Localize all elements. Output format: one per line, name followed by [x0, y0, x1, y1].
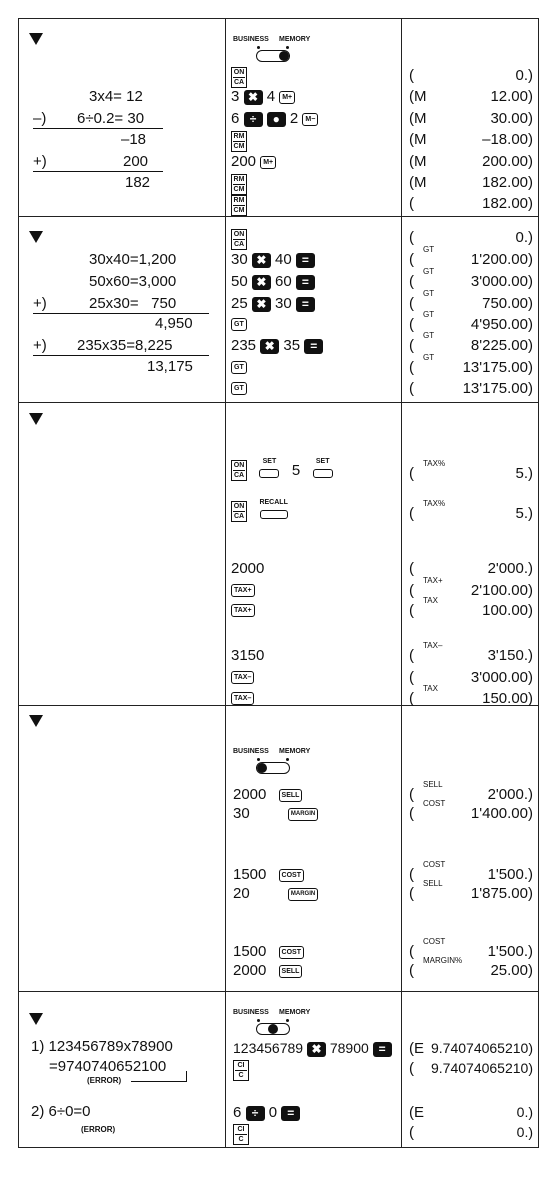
key-entry: 3150: [231, 647, 265, 664]
display-row: [409, 1040, 533, 1060]
display-value: 1'200.00): [470, 251, 533, 268]
switch-dot: [257, 758, 260, 761]
display-indicator: GT: [423, 245, 435, 254]
display-paren: (E: [409, 1104, 424, 1121]
operator: –): [33, 110, 47, 127]
set-key[interactable]: [259, 469, 279, 478]
switch-dot: [257, 1019, 260, 1022]
display-indicator: TAX%: [423, 499, 446, 508]
display-row: [409, 380, 533, 400]
ci-c-key[interactable]: $\frac{CI}{C}$: [233, 1124, 249, 1145]
display-indicator: COST: [423, 799, 446, 808]
cost-key[interactable]: COST: [279, 946, 304, 959]
key-sequence: 2000 SELL: [233, 962, 302, 979]
tax-plus-key[interactable]: TAX+: [231, 604, 255, 617]
display-indicator: SELL: [423, 879, 443, 888]
multiply-key[interactable]: ✖: [252, 253, 271, 268]
column-divider-2: [401, 19, 402, 1147]
calc-line: 200: [123, 153, 149, 170]
equals-key[interactable]: =: [296, 275, 315, 290]
decimal-key[interactable]: ●: [267, 112, 286, 127]
operator: +): [33, 295, 47, 312]
display-value: 182.00): [482, 195, 533, 212]
m-plus-key[interactable]: M+: [279, 91, 295, 104]
set-key[interactable]: [313, 469, 333, 478]
equals-key[interactable]: =: [296, 253, 315, 268]
key-sequence: 6 ÷ ● 2 M−: [231, 110, 318, 127]
display-value: 3'150.): [487, 647, 533, 664]
key-sequence: 123456789 ✖ 78900 =: [233, 1040, 392, 1057]
display-paren: (: [409, 669, 414, 686]
display-paren: (: [409, 786, 414, 803]
rm-cm-key[interactable]: $\frac{RM}{CM}$: [231, 131, 247, 152]
display-value: 9.74074065210): [431, 1060, 533, 1076]
gt-key[interactable]: GT: [231, 382, 247, 395]
tax-minus-key[interactable]: TAX–: [231, 692, 254, 705]
display-indicator: TAX+: [423, 576, 443, 585]
display-row: [409, 459, 533, 485]
key-sequence: 200 M+: [231, 153, 276, 170]
equals-key[interactable]: =: [296, 297, 315, 312]
display-value: –18.00): [482, 131, 533, 148]
switch-label-business: BUSINESS: [233, 36, 269, 43]
calc-result: 4,950: [155, 315, 193, 332]
display-paren: (: [409, 337, 414, 354]
key-sequence: 2000 SELL: [233, 786, 302, 803]
display-paren: (M: [409, 88, 427, 105]
display-row: [409, 131, 533, 151]
switch-dot: [286, 46, 289, 49]
display-indicator: TAX%: [423, 459, 446, 468]
multiply-key[interactable]: ✖: [260, 339, 279, 354]
key-sequence: 50 ✖ 60 =: [231, 273, 315, 290]
switch-dot: [286, 758, 289, 761]
error-pointer: [131, 1081, 187, 1082]
on-ca-key[interactable]: $\frac{ON}{CA}$: [231, 460, 247, 481]
set-key-label: SET: [262, 458, 277, 465]
display-paren: (: [409, 229, 414, 246]
key-sequence: 6 ÷ 0 =: [233, 1104, 300, 1121]
switch-label-business: BUSINESS: [233, 1009, 269, 1016]
sum-line: [33, 355, 209, 356]
display-paren: (: [409, 380, 414, 397]
display-value: 100.00): [482, 602, 533, 619]
section-marker-icon: [29, 33, 43, 45]
sell-key[interactable]: SELL: [279, 789, 303, 802]
gt-key[interactable]: GT: [231, 361, 247, 374]
on-ca-key[interactable]: $\frac{ON}{CA}$: [231, 501, 247, 522]
switch-dot: [286, 1019, 289, 1022]
switch-label-business: BUSINESS: [233, 748, 269, 755]
display-paren: (: [409, 1124, 414, 1141]
display-paren: (: [409, 359, 414, 376]
display-row: [409, 1124, 533, 1144]
switch-label-memory: MEMORY: [279, 36, 311, 43]
mode-switch[interactable]: [256, 1023, 290, 1035]
switch-knob-icon: [268, 1024, 278, 1034]
m-plus-key[interactable]: M+: [260, 156, 276, 169]
display-paren: (: [409, 505, 414, 522]
display-paren: (: [409, 195, 414, 212]
display-indicator: MARGIN%: [423, 956, 463, 965]
display-paren: (M: [409, 174, 427, 191]
display-indicator: TAX: [423, 596, 438, 605]
calc-line: 30x40=1,200: [89, 251, 177, 268]
ci-c-key[interactable]: $\frac{CI}{C}$: [233, 1060, 249, 1081]
margin-key[interactable]: MARGIN: [288, 808, 318, 821]
on-ca-key[interactable]: $\frac{ON}{CA}$: [231, 229, 247, 250]
display-paren: (M: [409, 153, 427, 170]
switch-knob-icon: [257, 763, 267, 773]
row-divider-1: [19, 216, 538, 217]
mode-switch[interactable]: [256, 50, 290, 62]
recall-key[interactable]: [260, 510, 288, 519]
gt-key[interactable]: GT: [231, 318, 247, 331]
cost-key[interactable]: COST: [279, 869, 304, 882]
set-key-label: SET: [315, 458, 330, 465]
display-value: 0.): [516, 1104, 533, 1120]
section-marker-icon: [29, 715, 43, 727]
sum-line: [33, 313, 209, 314]
display-paren: (: [409, 67, 414, 84]
display-value: 1'500.): [487, 866, 533, 883]
display-paren: (: [409, 805, 414, 822]
display-value: 1'500.): [487, 943, 533, 960]
display-paren: (: [409, 866, 414, 883]
display-indicator: GT: [423, 289, 435, 298]
error-label: (ERROR): [81, 1125, 116, 1134]
display-paren: (: [409, 465, 414, 482]
display-row: [409, 956, 533, 982]
calc-line: –18: [121, 131, 147, 148]
row-divider-4: [19, 991, 538, 992]
key-sequence: 20 MARGIN: [233, 885, 318, 902]
calc-line: 1) 123456789x78900: [31, 1038, 173, 1055]
display-value: 4'950.00): [470, 316, 533, 333]
display-paren: (: [409, 1060, 414, 1077]
display-value: 2'000.): [487, 786, 533, 803]
tax-plus-key[interactable]: TAX+: [231, 584, 255, 597]
calc-line: 235x35=8,225: [77, 337, 173, 354]
equals-key[interactable]: =: [304, 339, 323, 354]
display-indicator: GT: [423, 331, 435, 340]
calc-line: 3x4= 12: [89, 88, 143, 105]
display-value: 5.): [515, 505, 533, 522]
operator: +): [33, 153, 47, 170]
display-row: [409, 88, 533, 108]
key-sequence: [231, 499, 288, 524]
display-value: 2'000.): [487, 560, 533, 577]
on-ca-key[interactable]: $\frac{ON}{CA}$: [231, 67, 247, 88]
sell-key[interactable]: SELL: [279, 965, 303, 978]
switch-label-memory: MEMORY: [279, 1009, 311, 1016]
sum-line: [33, 171, 163, 172]
display-paren: (: [409, 690, 414, 707]
display-indicator: COST: [423, 937, 446, 946]
display-paren: (E: [409, 1040, 424, 1057]
display-row: [409, 110, 533, 130]
divide-key[interactable]: ÷: [246, 1106, 265, 1121]
row-divider-2: [19, 402, 538, 403]
section-marker-icon: [29, 1013, 43, 1025]
display-row: [409, 799, 533, 825]
calc-line: 6÷0.2= 30: [77, 110, 145, 127]
multiply-key[interactable]: ✖: [252, 297, 271, 312]
display-row: [409, 67, 533, 87]
column-divider-1: [225, 19, 226, 1147]
display-row: [409, 353, 533, 379]
display-value: 13'175.00): [462, 359, 533, 376]
display-paren: (M: [409, 110, 427, 127]
display-value: 8'225.00): [470, 337, 533, 354]
display-value: 182.00): [482, 174, 533, 191]
multiply-key[interactable]: ✖: [307, 1042, 326, 1057]
display-indicator: TAX: [423, 684, 438, 693]
calc-line: 25x30= 750: [89, 295, 177, 312]
multiply-key[interactable]: ✖: [244, 90, 263, 105]
error-label: (ERROR): [87, 1076, 122, 1085]
divide-key[interactable]: ÷: [244, 112, 263, 127]
display-paren: (: [409, 943, 414, 960]
key-sequence: 235 ✖ 35 =: [231, 337, 323, 354]
display-row: [409, 174, 533, 194]
display-value: 12.00): [490, 88, 533, 105]
display-row: [409, 596, 533, 622]
section-marker-icon: [29, 231, 43, 243]
calc-line: =9740740652100: [49, 1058, 167, 1075]
calc-result: 182: [125, 174, 151, 191]
display-value: 30.00): [490, 110, 533, 127]
display-row: [409, 195, 533, 215]
display-row: [409, 499, 533, 525]
display-paren: (: [409, 316, 414, 333]
section-marker-icon: [29, 413, 43, 425]
display-row: [409, 879, 533, 905]
display-value: 2'100.00): [470, 582, 533, 599]
calc-line: 50x60=3,000: [89, 273, 177, 290]
display-value: 0.): [515, 67, 533, 84]
display-value: 0.): [516, 1124, 533, 1140]
display-value: 5.): [515, 465, 533, 482]
display-paren: (: [409, 251, 414, 268]
key-sequence: 3 ✖ 4 M+: [231, 88, 295, 105]
margin-key[interactable]: MARGIN: [288, 888, 318, 901]
recall-key-label: RECALL: [259, 499, 288, 506]
equals-key[interactable]: =: [373, 1042, 392, 1057]
key-entry: 2000: [231, 560, 265, 577]
m-minus-key[interactable]: M−: [302, 113, 318, 126]
display-indicator: GT: [423, 310, 435, 319]
display-row: [409, 684, 533, 710]
display-indicator: GT: [423, 267, 435, 276]
switch-dot: [257, 46, 260, 49]
switch-knob-icon: [279, 51, 289, 61]
display-indicator: COST: [423, 860, 446, 869]
key-sequence: $\frac{ON}{CA}$ SET 5 SET: [231, 458, 333, 483]
key-sequence: 30 ✖ 40 =: [231, 251, 315, 268]
display-paren: (: [409, 582, 414, 599]
display-value: 3'000.00): [470, 669, 533, 686]
display-row: [409, 641, 533, 667]
display-paren: (: [409, 885, 414, 902]
display-row: [409, 1060, 533, 1080]
display-paren: (: [409, 295, 414, 312]
display-indicator: GT: [423, 353, 435, 362]
rm-cm-key[interactable]: $\frac{RM}{CM}$: [231, 174, 247, 195]
tax-minus-key[interactable]: TAX–: [231, 671, 254, 684]
display-value: 3'000.00): [470, 273, 533, 290]
error-pointer: [186, 1071, 187, 1081]
display-value: 25.00): [490, 962, 533, 979]
display-paren: (: [409, 560, 414, 577]
rm-cm-key[interactable]: $\frac{RM}{CM}$: [231, 195, 247, 216]
display-paren: (: [409, 602, 414, 619]
display-value: 200.00): [482, 153, 533, 170]
operator: +): [33, 337, 47, 354]
display-paren: (: [409, 962, 414, 979]
display-value: 1'875.00): [470, 885, 533, 902]
sum-line: [33, 128, 163, 129]
display-paren: (: [409, 647, 414, 664]
key-sequence: 30 MARGIN: [233, 805, 318, 822]
key-sequence: 25 ✖ 30 =: [231, 295, 315, 312]
display-value: 1'400.00): [470, 805, 533, 822]
display-paren: (: [409, 273, 414, 290]
equals-key[interactable]: =: [281, 1106, 300, 1121]
key-sequence: 1500 COST: [233, 943, 304, 960]
display-value: 13'175.00): [462, 380, 533, 397]
switch-label-memory: MEMORY: [279, 748, 311, 755]
display-indicator: SELL: [423, 780, 443, 789]
display-value: 9.74074065210): [431, 1040, 533, 1056]
calc-result: 13,175: [147, 358, 193, 375]
display-value: 0.): [515, 229, 533, 246]
display-row: [409, 1104, 533, 1124]
display-value: 750.00): [482, 295, 533, 312]
calc-line: 2) 6÷0=0: [31, 1103, 91, 1120]
multiply-key[interactable]: ✖: [252, 275, 271, 290]
display-row: [409, 153, 533, 173]
example-table: [18, 18, 539, 1148]
key-sequence: 1500 COST: [233, 866, 304, 883]
display-value: 150.00): [482, 690, 533, 707]
mode-switch[interactable]: [256, 762, 290, 774]
display-paren: (M: [409, 131, 427, 148]
display-indicator: TAX–: [423, 641, 443, 650]
